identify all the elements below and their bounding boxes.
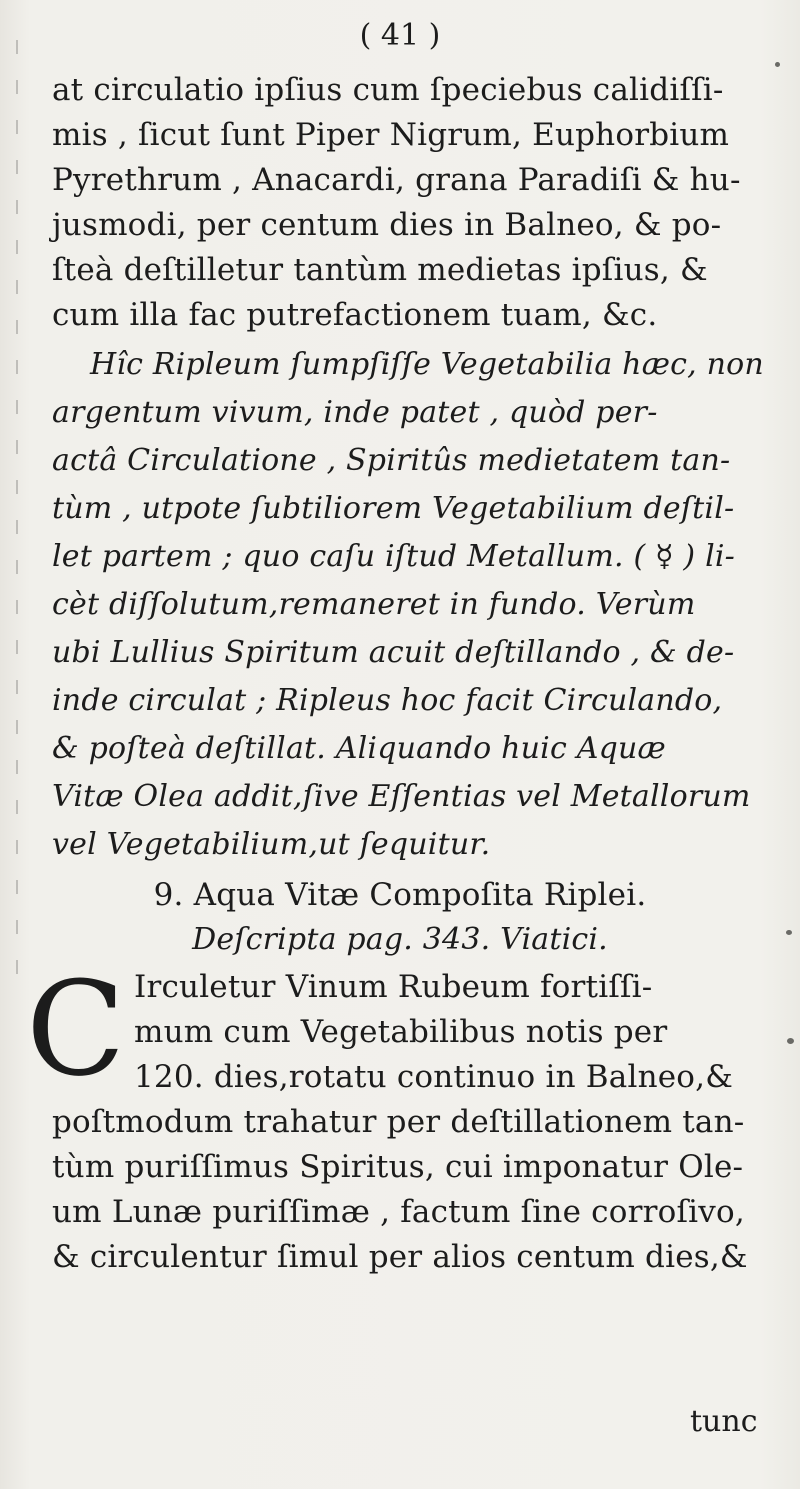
catchword: tunc bbox=[690, 1404, 758, 1439]
italic-line: argentum vivum, inde patet , quòd per- bbox=[52, 395, 658, 430]
italic-line: vel Vegetabilium,ut ſequitur. bbox=[52, 827, 491, 862]
recipe-line: um Lunæ puriſſimæ , factum ſine corroſivo, bbox=[52, 1194, 745, 1230]
recipe-line: & circulentur ſimul per alios centum dies,& bbox=[52, 1239, 748, 1275]
page-number: ( 41 ) bbox=[359, 18, 441, 53]
recipe-line: mum cum Vegetabilibus notis per bbox=[134, 1014, 668, 1050]
text-line: at circulatio ipſius cum ſpeciebus calidiſſi- bbox=[52, 72, 724, 108]
ink-speck bbox=[775, 62, 780, 67]
ink-speck bbox=[787, 1038, 794, 1044]
italic-line: inde circulat ; Ripleus hoc facit Circulando, bbox=[52, 683, 723, 718]
section-subheading: Deſcripta pag. 343. Viatici. bbox=[192, 922, 608, 957]
italic-line: actâ Circulatione , Spiritûs medietatem tan- bbox=[52, 443, 731, 478]
margin-rule bbox=[16, 40, 18, 980]
section-heading: 9. Aqua Vitæ Compoſita Riplei. bbox=[153, 877, 647, 913]
italic-line: & poſteà deſtillat. Aliquando huic Aquæ bbox=[52, 731, 666, 766]
recipe-line: 120. dies,rotatu continuo in Balneo,& bbox=[134, 1059, 733, 1095]
recipe-line: Irculetur Vinum Rubeum fortiſſi- bbox=[134, 969, 653, 1005]
text-line: Pyrethrum , Anacardi, grana Paradiſi & hu- bbox=[52, 162, 741, 198]
italic-line: Vitæ Olea addit,ſive Eſſentias vel Metallorum bbox=[52, 779, 751, 814]
drop-cap: C bbox=[26, 953, 126, 1105]
italic-line: Hîc Ripleum ſumpſiſſe Vegetabilia hæc, non bbox=[90, 347, 764, 382]
recipe-line: tùm puriſſimus Spiritus, cui imponatur Ole- bbox=[52, 1149, 744, 1185]
text-line: ſteà deſtilletur tantùm medietas ipſius, & bbox=[52, 252, 708, 288]
italic-line: tùm , utpote ſubtiliorem Vegetabilium deſtil- bbox=[52, 491, 735, 526]
italic-line: ubi Lullius Spiritum acuit deſtillando , & de- bbox=[52, 635, 735, 670]
italic-line: let partem ; quo caſu iſtud Metallum. ( ☿ ) li- bbox=[52, 539, 735, 574]
text-line: mis , ſicut ſunt Piper Nigrum, Euphorbium bbox=[52, 117, 730, 153]
text-line: cum illa fac putrefactionem tuam, &c. bbox=[52, 297, 658, 333]
text-line: jusmodi, per centum dies in Balneo, & po- bbox=[52, 207, 722, 243]
recipe-line: poſtmodum trahatur per deſtillationem tan- bbox=[52, 1104, 745, 1140]
italic-line: cèt diſſolutum,remaneret in fundo. Verùm bbox=[52, 587, 696, 622]
